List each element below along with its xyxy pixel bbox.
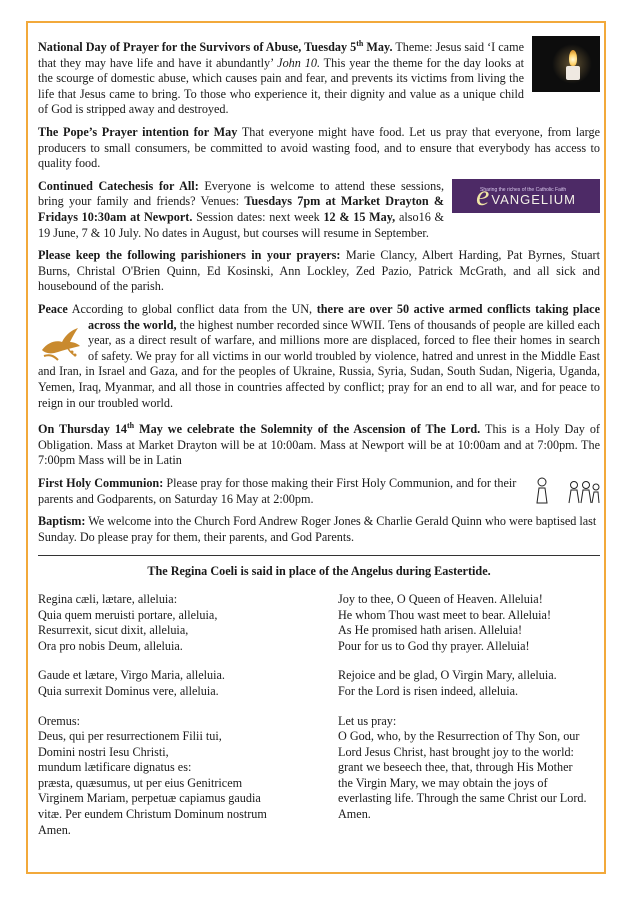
first-communion-title: First Holy Communion:: [38, 475, 164, 490]
newsletter-content: [38, 36, 600, 852]
peace-title: Peace: [38, 301, 68, 316]
ascension-paragraph: On Thursday 14th May we celebrate the Solemnity of the Ascension of The Lord. This is a Holy Day of Obligation. Mass at Market Drayton will be at 10:00am. Mass at Newport will be at 10:00am and at 7:00pm. The 7:00pm Mass will be in Latin: [38, 421, 600, 468]
latin-verse-1: Regina cæli, lætare, alleluia: Quia quem meruisti portare, alleluia, Resurrexit, sicut dixit, alleluia, Ora pro nobis Deum, alleluia.: [38, 591, 218, 653]
peace-paragraph: Peace According to global conflict data from the UN, there are over 50 active armed conflicts taking place across the world, the highest number recorded since WWII. Tens of thousands of people are killed each year, as a direct result of warfare, and millions more are displaced, forced to flee their homes in search of safety. We pray for all victims in our world troubled by violence, hatred and unrest in the Middle East and Iran, in Israel and Gaza, and for the peoples of Ukraine, Russia, Syria, Sudan, South Sudan, Nigeria, Uganda, Yemen, Iraq, Myanmar, and all those in countries affected by conflict; pray for an end to all war, and for peace to reign in our troubled world.: [38, 301, 600, 410]
abuse-prayer-paragraph: National Day of Prayer for the Survivors of Abuse, Tuesday 5th May. Theme: Jesus said ‘I came that they may have life and have it abundantly’ John 10. This year the theme for the day looks at the scourge of domestic abuse, which causes pain and fear, and prevents its victims from living the life that Jesus came to bring. To those who experience it, their dignity and value as a unique child of God is stripped away and destroyed.: [38, 36, 600, 118]
regina-coeli-heading: The Regina Coeli is said in place of the Angelus during Eastertide.: [147, 564, 491, 579]
english-prayer: Let us pray: O God, who, by the Resurrection of Thy Son, our Lord Jesus Christ, hast brought joy to the world: grant we beseech thee, that, through His Mother the Virgin Mary, we may obtain the joys of everlasting life. Through the same Christ our Lord. Amen.: [338, 713, 587, 822]
english-column: [338, 592, 600, 852]
pope-intention-title: The Pope’s Prayer intention for May: [38, 125, 238, 140]
baptism-paragraph: Baptism: We welcome into the Church Ford Andrew Roger Jones & Charlie Gerald Quinn who were baptised last Sunday. Do please pray for them, their parents, and God Parents.: [38, 514, 597, 544]
dove-icon: [38, 320, 82, 364]
catechesis-paragraph: Sharing the riches of the Catholic Faith e VANGELIUM Continued Catechesis for All: Everyone is welcome to attend these sessions, bring your family and friends? Venues: Tuesdays 7pm at Market Drayton & Fridays 10:30am at Newport. Session dates: next week 12 & 15 May, also16 & 19 June, 7 & 10 July. No dates in August, but courses will resume in September.: [38, 179, 600, 241]
evangelium-logo: Sharing the riches of the Catholic Faith e VANGELIUM: [452, 179, 600, 213]
first-communion-paragraph: First Holy Communion: Please pray for those making their First Holy Communion, and for their parents and Godparents, on Saturday 16 May at 2:00pm.: [38, 476, 600, 507]
baptism-title: Baptism:: [38, 514, 86, 529]
parishioners-paragraph: Please keep the following parishioners in your prayers: Marie Clancy, Albert Harding, Pat Byrnes, Stuart Burns, Christal O'Brien Quinn, Ed Kosinski, Ann Lockley, Zed Pazio, Patrick McGrath, and all sick and housebound of the parish.: [38, 248, 600, 294]
pope-intention-paragraph: The Pope’s Prayer intention for May That everyone might have food. Let us pray that everyone, from large producers to small consumers, be committed to avoid wasting food, and to ensure that everybody has access to quality food.: [38, 125, 600, 171]
latin-verse-2: Gaude et lætare, Virgo Maria, alleluia. Quia surrexit Dominus vere, alleluia.: [38, 668, 225, 698]
latin-column: [38, 592, 324, 852]
ascension-title: On Thursday 14th May we celebrate the Solemnity of the Ascension of The Lord.: [38, 421, 481, 437]
scripture-reference: John 10.: [277, 55, 320, 70]
parishioners-title: Please keep the following parishioners in your prayers:: [38, 248, 341, 263]
section-divider: [38, 555, 600, 556]
english-verse-2: Rejoice and be glad, O Virgin Mary, alleluia. For the Lord is risen indeed, alleluia.: [338, 668, 557, 698]
english-verse-1: Joy to thee, O Queen of Heaven. Alleluia! He whom Thou wast meet to bear. Alleluia! As He promised hath arisen. Alleluia! Pour for us to God thy prayer. Alleluia!: [338, 591, 552, 653]
communion-children-icon: [534, 476, 600, 504]
catechesis-title: Continued Catechesis for All:: [38, 178, 199, 193]
candle-image: [532, 36, 600, 92]
regina-coeli-columns: [38, 592, 600, 852]
abuse-prayer-title: National Day of Prayer for the Survivors of Abuse, Tuesday 5th May.: [38, 39, 393, 55]
latin-prayer: Oremus: Deus, qui per resurrectionem Filii tui, Domini nostri Iesu Christi, mundum lætificare dignatus es: præsta, quæsumus, ut per eius Genitricem Virginem Mariam, perpetuæ capiamus gaudia vitæ. Per eundem Christum Dominum nostrum Amen.: [38, 713, 267, 837]
